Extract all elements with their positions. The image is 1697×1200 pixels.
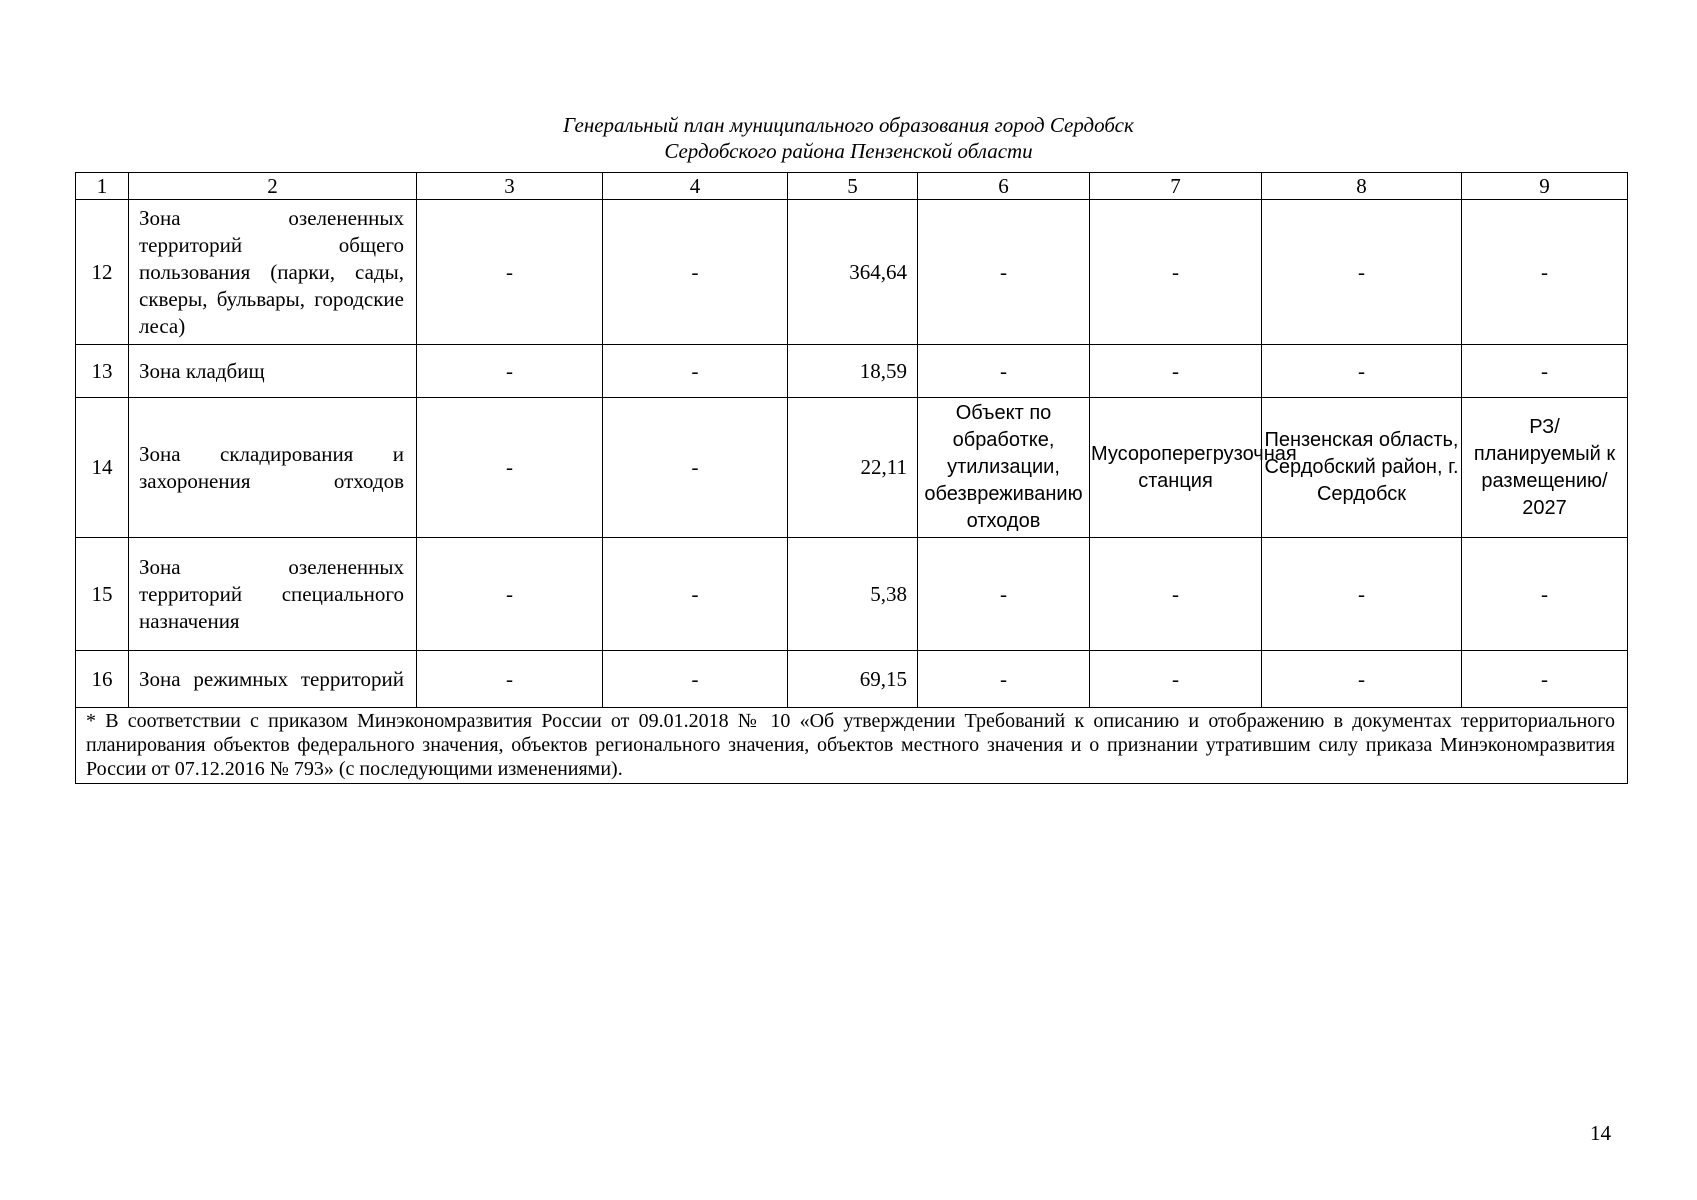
cell-col4: - [603, 345, 788, 398]
cell-col3: - [417, 651, 603, 708]
cell-col7: - [1090, 538, 1262, 651]
zone-area: 22,11 [788, 398, 918, 538]
cell-col3: - [417, 538, 603, 651]
cell-col6: - [918, 651, 1090, 708]
cell-col4: - [603, 651, 788, 708]
object-description: Объект по обработке, утилизации, обезвреживанию отходов [918, 398, 1090, 538]
table-row [76, 345, 1628, 398]
zone-area: 364,64 [788, 200, 918, 345]
table-row [76, 538, 1628, 651]
column-number: 7 [1090, 173, 1262, 200]
column-number: 4 [603, 173, 788, 200]
cell-col9: - [1462, 651, 1628, 708]
cell-col7: - [1090, 200, 1262, 345]
column-number: 8 [1262, 173, 1462, 200]
cell-col6: - [918, 345, 1090, 398]
object-status: РЗ/ планируемый к размещению/ 2027 [1462, 398, 1628, 538]
cell-col3: - [417, 345, 603, 398]
row-number: 16 [76, 651, 129, 708]
cell-col7: - [1090, 651, 1262, 708]
column-number: 1 [76, 173, 129, 200]
zone-name: Зона складирования и захоронения отходов [129, 398, 417, 538]
cell-col8: - [1262, 538, 1462, 651]
cell-col3: - [417, 200, 603, 345]
cell-col6: - [918, 538, 1090, 651]
zone-name: Зона кладбищ [129, 345, 417, 398]
cell-col8: - [1262, 200, 1462, 345]
footnote-row [76, 708, 1628, 784]
cell-col9: - [1462, 345, 1628, 398]
header-title-line-2: Сердобского района Пензенской области [664, 139, 1033, 163]
zone-area: 5,38 [788, 538, 918, 651]
column-number: 2 [129, 173, 417, 200]
footnote: * В соответствии с приказом Минэкономразвития России от 09.01.2018 № 10 «Об утверждении Требований к описанию и отображению в документах территориального планирования объектов федерального значения, объектов регионального значения, объектов местного значения и о признании утратившим силу приказа Минэкономразвития России от 07.12.2016 № 793» (с последующими изменениями). [76, 708, 1628, 784]
table-row [76, 398, 1628, 538]
row-number: 13 [76, 345, 129, 398]
column-number: 6 [918, 173, 1090, 200]
cell-col7: - [1090, 345, 1262, 398]
column-numbers-row [76, 173, 1628, 200]
zone-name: Зона режимных территорий [129, 651, 417, 708]
header-title-line-1: Генеральный план муниципального образования город Сердобск [563, 113, 1134, 137]
cell-col8: - [1262, 651, 1462, 708]
column-number: 5 [788, 173, 918, 200]
cell-col9: - [1462, 538, 1628, 651]
column-number: 3 [417, 173, 603, 200]
zone-area: 69,15 [788, 651, 918, 708]
table-row [76, 200, 1628, 345]
cell-col4: - [603, 200, 788, 345]
zone-area: 18,59 [788, 345, 918, 398]
row-number: 15 [76, 538, 129, 651]
object-name: Мусороперегрузочная станция [1090, 398, 1262, 538]
cell-col8: - [1262, 345, 1462, 398]
document-header [0, 112, 1697, 164]
cell-col6: - [918, 200, 1090, 345]
cell-col3: - [417, 398, 603, 538]
object-location: Пензенская область, Сердобский район, г. Сердобск [1262, 398, 1462, 538]
row-number: 12 [76, 200, 129, 345]
general-plan-table [75, 172, 1628, 784]
row-number: 14 [76, 398, 129, 538]
page-number: 14 [1590, 1121, 1611, 1145]
cell-col4: - [603, 398, 788, 538]
zone-name: Зона озелененных территорий специального назначения [129, 538, 417, 651]
zone-name: Зона озелененных территорий общего пользования (парки, сады, скверы, бульвары, городские леса) [129, 200, 417, 345]
cell-col4: - [603, 538, 788, 651]
column-number: 9 [1462, 173, 1628, 200]
table-row [76, 651, 1628, 708]
cell-col9: - [1462, 200, 1628, 345]
